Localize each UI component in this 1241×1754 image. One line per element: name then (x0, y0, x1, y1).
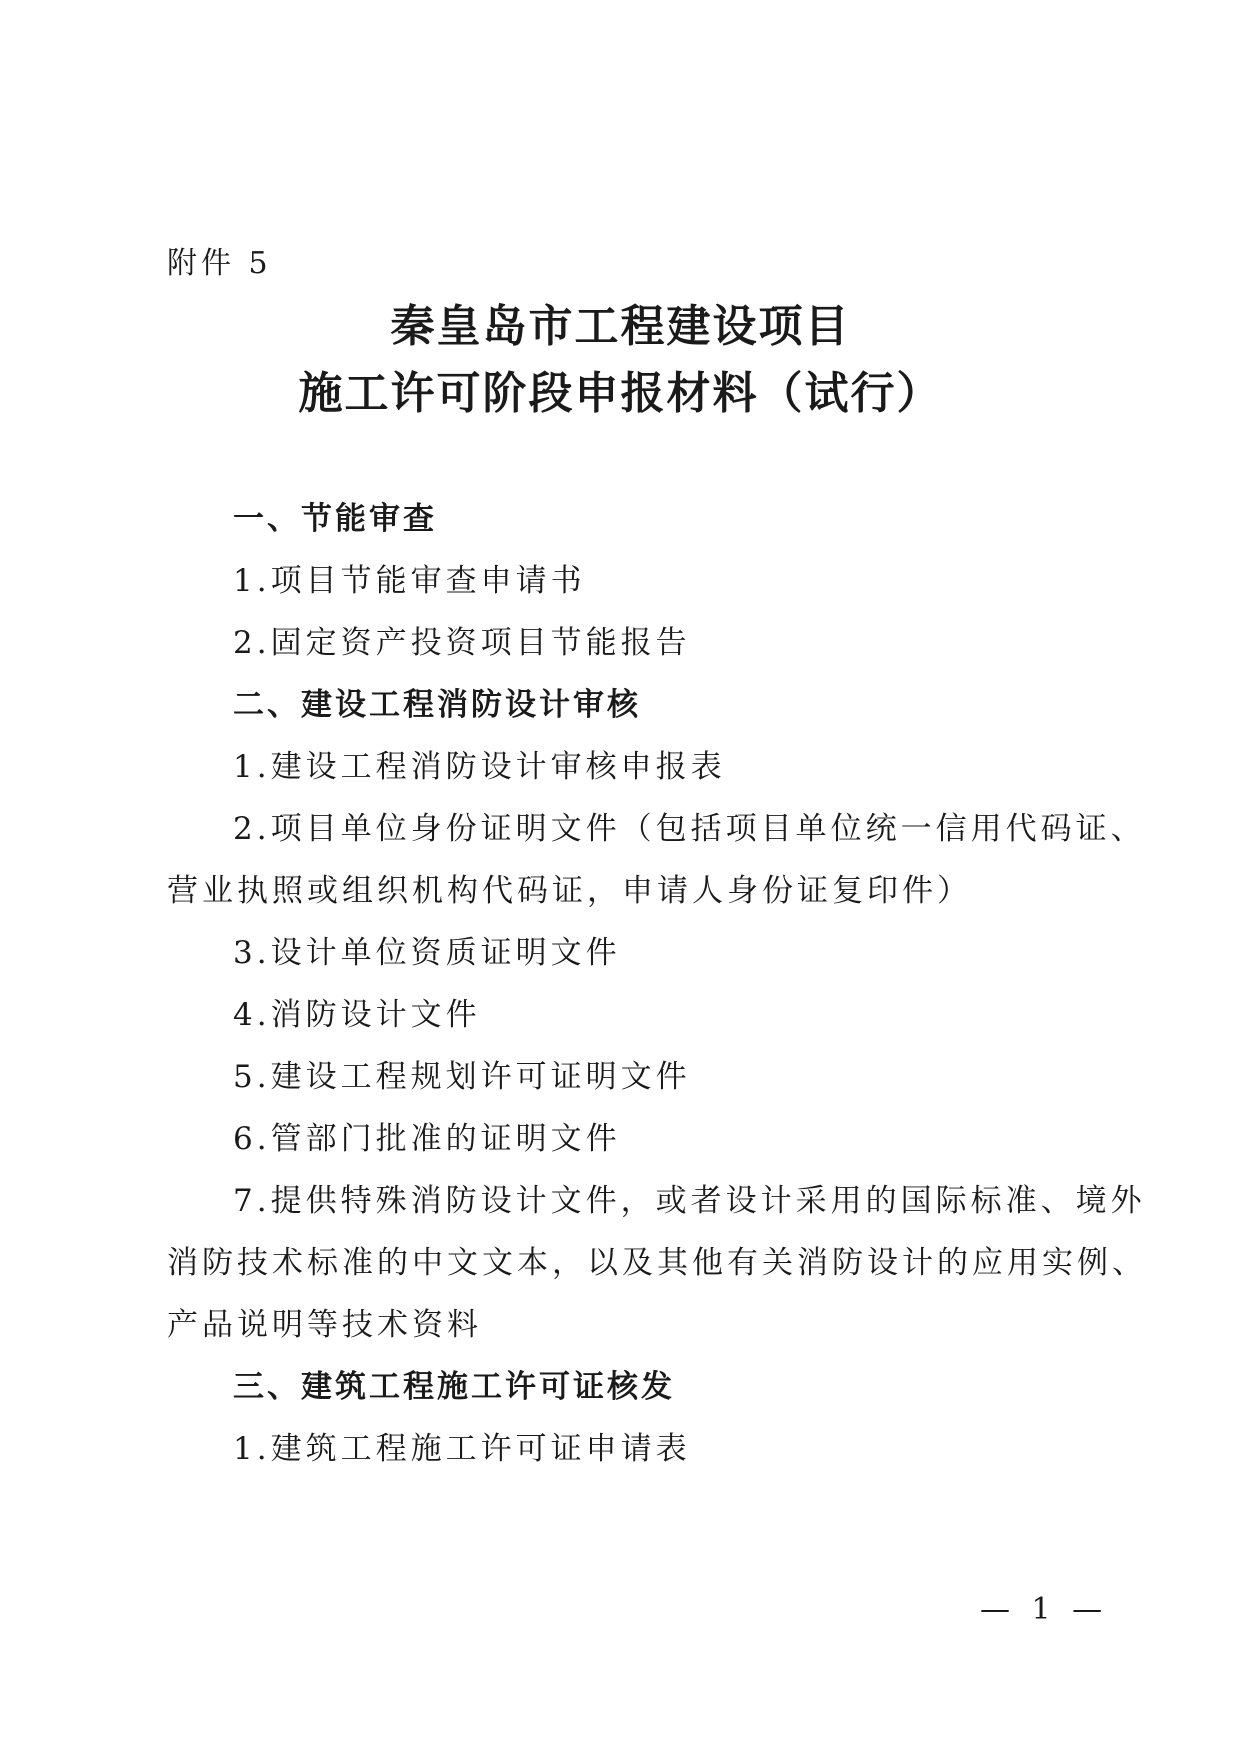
list-item: 7.提供特殊消防设计文件，或者设计采用的国际标准、境外 (233, 1183, 1146, 1219)
document-body (167, 488, 1147, 1480)
document-title-line-2: 施工许可阶段申报材料（试行） (298, 368, 943, 419)
page-number: — 1 — (980, 1592, 1109, 1627)
list-item: 1.建设工程消防设计审核申报表 (233, 749, 726, 785)
section-heading-energy-review: 一、节能审查 (233, 501, 437, 537)
list-item: 1.建筑工程施工许可证申请表 (233, 1431, 691, 1467)
list-item: 6.管部门批准的证明文件 (233, 1121, 621, 1157)
list-item: 5.建设工程规划许可证明文件 (233, 1059, 691, 1095)
list-item: 2.项目单位身份证明文件（包括项目单位统一信用代码证、 (233, 811, 1146, 847)
list-item: 4.消防设计文件 (233, 997, 481, 1033)
section-heading-construction-permit: 三、建筑工程施工许可证核发 (233, 1369, 675, 1405)
list-item: 3.设计单位资质证明文件 (233, 935, 621, 971)
document-title-line-1: 秦皇岛市工程建设项目 (390, 301, 851, 352)
list-item-continuation: 产品说明等技术资料 (167, 1307, 482, 1343)
section-heading-fire-design-review: 二、建设工程消防设计审核 (233, 687, 641, 723)
list-item-continuation: 营业执照或组织机构代码证，申请人身份证复印件） (167, 873, 972, 909)
list-item-continuation: 消防技术标准的中文文本，以及其他有关消防设计的应用实例、 (167, 1245, 1147, 1281)
attachment-label: 附件 5 (167, 246, 272, 281)
list-item: 2.固定资产投资项目节能报告 (233, 625, 691, 661)
list-item: 1.项目节能审查申请书 (233, 563, 586, 599)
